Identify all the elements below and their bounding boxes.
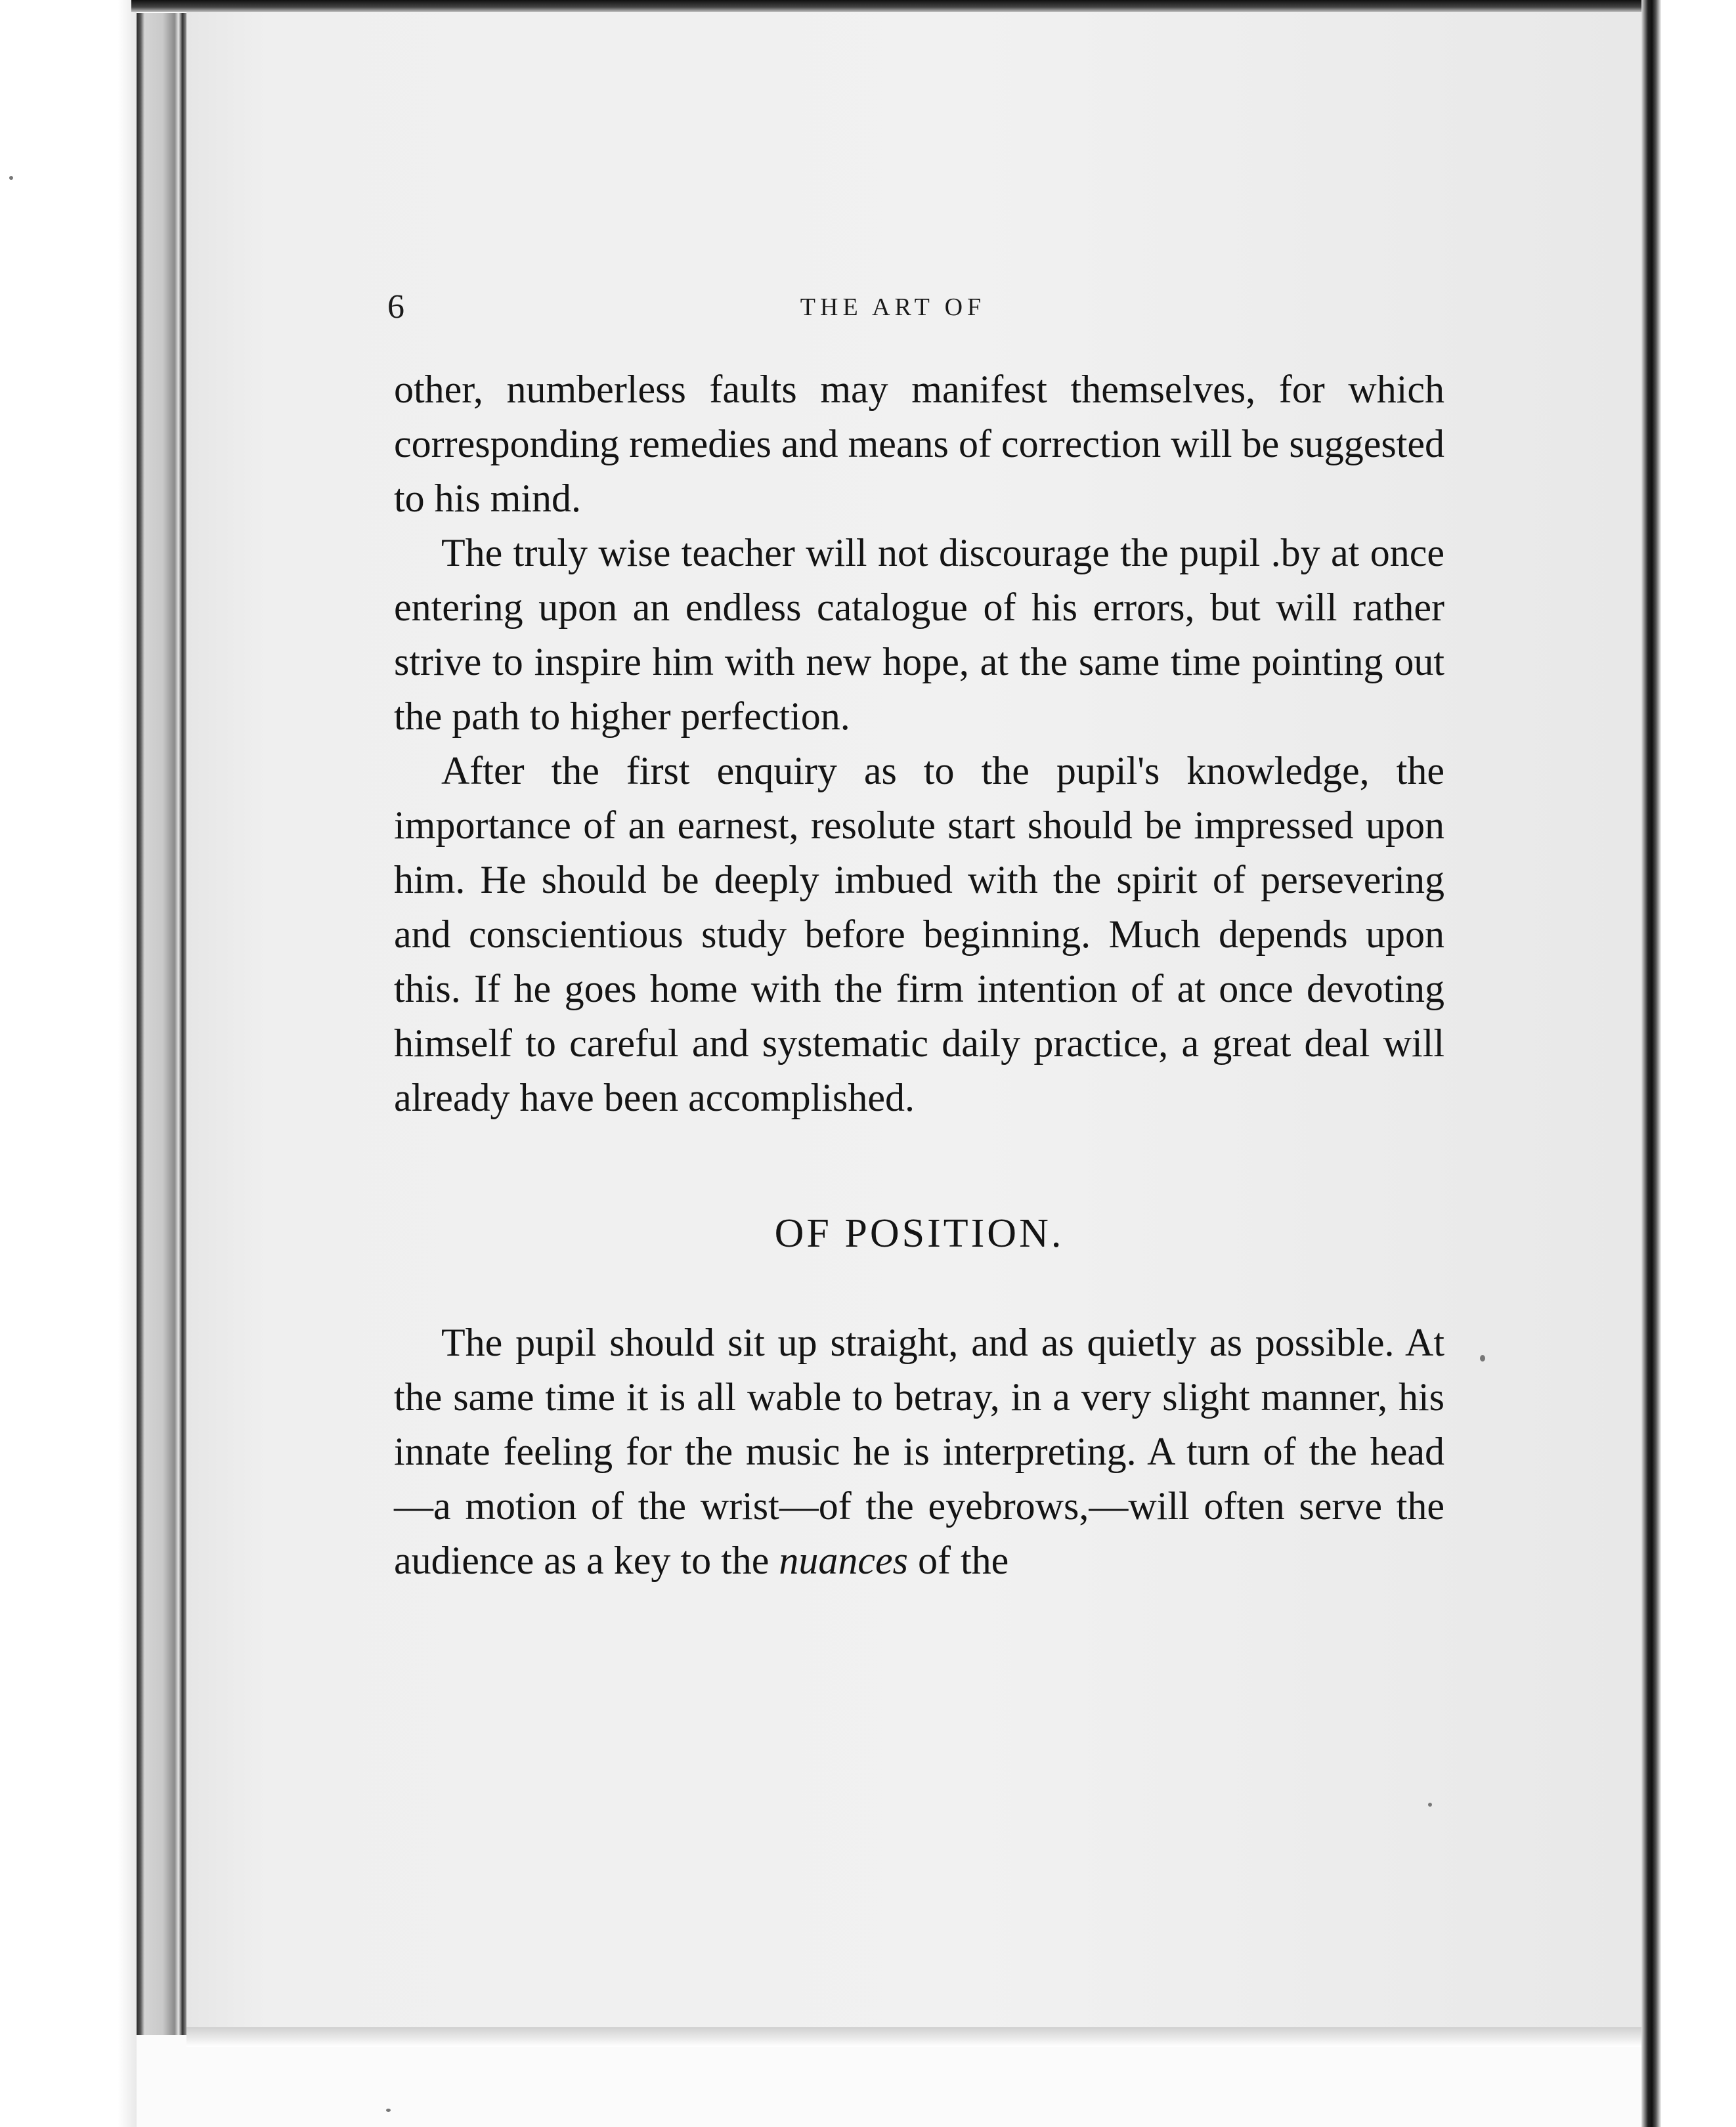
right-margin xyxy=(1661,0,1736,2127)
section-heading: OF POSITION. xyxy=(774,1211,1064,1256)
paragraph: The truly wise teacher will not discourage the pupil .by at once entering upon an endless catalogue of his errors, but will rather strive to inspire him with new hope, at the same time pointing out the path to higher perfection. xyxy=(394,531,1444,738)
running-head xyxy=(387,281,1399,333)
paragraph-text: The pupil should sit up straight, and as quietly as possible. At the same time it is all wable to betray, in a very slight manner, his innate feeling for the music he is interpreting. A turn of the head—a motion of the wrist—of the eyebrows,—will often serve the audience as a key to the xyxy=(394,1321,1444,1582)
page-bottom-edge xyxy=(186,2027,1644,2047)
page-number: 6 xyxy=(387,288,404,326)
left-margin xyxy=(0,0,137,2127)
scan-speck xyxy=(1480,1355,1485,1362)
scan-speck xyxy=(9,176,13,180)
top-edge xyxy=(131,0,1641,12)
paragraph-text-end: of the xyxy=(908,1539,1009,1582)
running-head-title: THE ART OF xyxy=(800,293,986,321)
right-page-edge xyxy=(1641,0,1661,2127)
paragraph-continuation: other, numberless faults may manifest themselves, for which corresponding remedies and means of correction will be suggested to his mind. xyxy=(394,368,1444,520)
paragraph xyxy=(394,1316,1444,1588)
body-text xyxy=(394,362,1444,1588)
paragraph: After the first enquiry as to the pupil's knowledge, the importance of an earnest, resolute start should be impressed upon him. He should be deeply imbued with the spirit of persevering and conscientious study before beginning. Much depends upon this. If he goes home with the firm intention of at once devoting himself to careful and systematic daily practice, a great deal will already have been accomplished. xyxy=(394,749,1444,1119)
book-binding-edge xyxy=(137,13,186,2035)
scan-speck xyxy=(1428,1803,1432,1807)
scan-speck xyxy=(386,2109,391,2112)
italic-term: nuances xyxy=(779,1539,909,1582)
